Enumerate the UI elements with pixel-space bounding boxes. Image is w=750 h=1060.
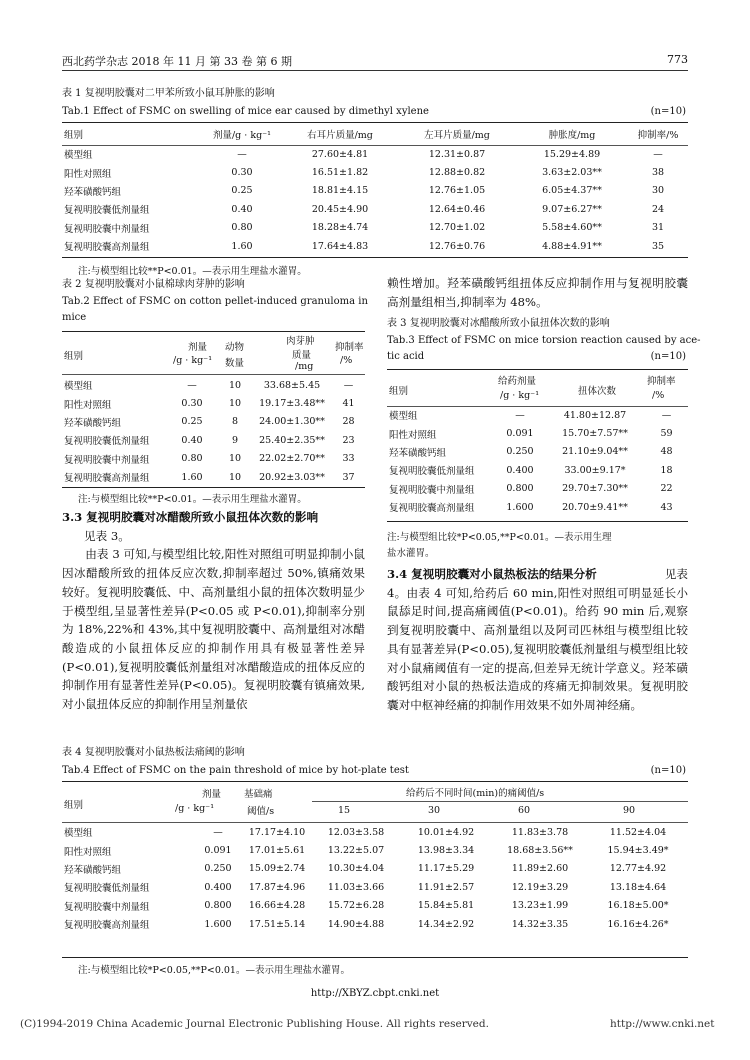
table-cell: 0.250 <box>204 863 232 875</box>
tab4-caption-cn: 表 4 复视明胶囊对小鼠热板法痛阈的影响 <box>62 747 245 758</box>
table-row <box>62 915 688 933</box>
tab3-body <box>387 406 688 516</box>
table-cell: 0.30 <box>181 398 203 410</box>
table-cell: 0.800 <box>506 483 534 495</box>
header-rule <box>62 70 688 71</box>
table-cell: 0.25 <box>231 185 253 197</box>
paragraph: 赖性增加。羟苯磺酸钙组扭体反应抑制作用与复视明胶囊高剂量组相当,抑制率为 48%。 <box>387 276 688 309</box>
tab3-n: (n=10) <box>650 351 686 362</box>
table-cell: 11.52±4.04 <box>609 826 667 838</box>
table-cell: 13.23±1.99 <box>511 900 569 912</box>
table-cell: 0.80 <box>231 222 253 234</box>
table-cell: 1.600 <box>204 918 232 930</box>
table-cell: 复视明胶囊高剂量组 <box>389 503 475 515</box>
table-cell: 19.17±3.48** <box>259 398 325 410</box>
table-header-cell: 90 <box>623 805 636 816</box>
table-cell: 17.17±4.10 <box>248 826 306 838</box>
tab1-table <box>62 125 688 143</box>
table-header-cell: 阈值/s <box>247 806 275 817</box>
section-title: 3.3 复视明胶囊对冰醋酸所致小鼠扭体次数的影响 <box>62 510 319 524</box>
table-cell: 20.70±9.41** <box>562 501 628 513</box>
table-cell: 阳性对照组 <box>389 429 437 441</box>
table-cell: 17.01±5.61 <box>248 845 306 857</box>
table-cell: 羟苯磺酸钙组 <box>389 447 447 459</box>
page-number: 773 <box>667 53 688 66</box>
tab3-note: 注:与模型组比较*P<0.05,**P<0.01。—表示用生理 <box>387 532 612 543</box>
table-header-cell: 扭体次数 <box>578 386 617 397</box>
table-cell: 22 <box>660 483 673 495</box>
table-cell: 14.90±4.88 <box>327 918 385 930</box>
table-cell: 11.89±2.60 <box>511 863 569 875</box>
tab1-n: (n=10) <box>650 106 686 117</box>
table-header-cell: 质量 <box>292 350 312 361</box>
table-cell: 33.00±9.17* <box>564 464 626 476</box>
table-cell: 41 <box>342 398 355 410</box>
table-header-cell: 给药后不同时间(min)的痛阈值/s <box>406 788 545 799</box>
paragraph-continued <box>387 274 688 311</box>
tab1-caption-en: Tab.1 Effect of FSMC on swelling of mice ear caused by dimethyl xylene <box>62 106 429 117</box>
table-cell: 18.68±3.56** <box>507 845 573 857</box>
table-cell: 18.28±4.74 <box>311 222 369 234</box>
table-cell: 12.77±4.92 <box>609 863 667 875</box>
table-cell: 复视明胶囊中剂量组 <box>64 454 150 466</box>
table-header-cell: 抑制率/% <box>637 130 679 142</box>
tab1-body <box>62 145 688 255</box>
table-cell: 10.30±4.04 <box>327 863 385 875</box>
table-cell: 35 <box>651 240 665 252</box>
table-cell: 20.92±3.03** <box>259 471 325 483</box>
table-cell: 9 <box>231 434 239 446</box>
tab3-caption-en-2: tic acid <box>387 351 425 362</box>
table-cell: 复视明胶囊中剂量组 <box>64 223 150 235</box>
tab2-caption-cn: 表 2 复视明胶囊对小鼠棉球肉芽肿的影响 <box>62 279 245 290</box>
table-cell: 21.10±9.04** <box>562 446 628 458</box>
table-cell: 15.70±7.57** <box>562 428 628 440</box>
table-cell: 17.51±5.14 <box>248 918 306 930</box>
table-cell: 33 <box>342 453 355 465</box>
table-cell: 0.400 <box>506 464 534 476</box>
tab3-bottom-rule <box>387 521 688 522</box>
table-row <box>62 468 365 486</box>
section-ref: 见表 <box>664 567 688 581</box>
table-cell: 11.83±3.78 <box>511 826 569 838</box>
table-cell: 复视明胶囊低剂量组 <box>64 883 150 895</box>
table-header-cell: 剂量 <box>202 789 222 800</box>
table-header-cell: 抑制率 <box>647 376 676 387</box>
table-cell: 15.09±2.74 <box>248 863 306 875</box>
table-cell: 6.05±4.37** <box>542 185 602 197</box>
table-row <box>387 443 688 461</box>
table-cell: 4.88±4.91** <box>542 240 602 252</box>
table-row <box>62 394 365 412</box>
section-3-3 <box>62 508 365 714</box>
tab3-note-2: 盐水灌胃。 <box>387 548 435 559</box>
table-cell: 阳性对照组 <box>64 399 112 411</box>
table-cell: 12.76±1.05 <box>428 185 486 197</box>
table-header-cell: 15 <box>338 805 351 816</box>
table-row <box>62 413 365 431</box>
table-row <box>387 461 688 479</box>
table-cell: 复视明胶囊高剂量组 <box>64 242 150 254</box>
table-header-cell: 抑制率 <box>335 342 364 353</box>
table-cell: 14.32±3.35 <box>511 918 569 930</box>
table-cell: 10 <box>228 379 242 391</box>
table-cell: 0.800 <box>204 900 232 912</box>
table-header-cell: /% <box>652 390 665 401</box>
table-cell: 33.68±5.45 <box>263 379 321 391</box>
table-row <box>62 182 688 200</box>
tab3-caption-en: Tab.3 Effect of FSMC on mice torsion reaction caused by ace- <box>387 335 701 346</box>
table-cell: 复视明胶囊中剂量组 <box>389 484 475 496</box>
section-title: 3.4 复视明胶囊对小鼠热板法的结果分析 <box>387 567 597 581</box>
tab2-note: 注:与模型组比较**P<0.01。—表示用生理盐水灌胃。 <box>78 494 307 505</box>
table-header-cell: /g · kg⁻¹ <box>500 390 540 401</box>
table-cell: 复视明胶囊低剂量组 <box>64 436 150 448</box>
table-cell: 13.98±3.34 <box>417 845 475 857</box>
tab4-bottom-rule <box>62 957 688 958</box>
table-header-cell: 60 <box>518 805 531 816</box>
table-cell: 10 <box>228 453 242 465</box>
table-header-cell: 给药剂量 <box>498 376 537 387</box>
footer-url: http://XBYZ.cbpt.cnki.net <box>310 988 440 999</box>
table-header-cell: 动物 <box>225 342 245 353</box>
table-header-cell: 左耳片质量/mg <box>424 130 490 142</box>
table-cell: 0.25 <box>181 416 203 428</box>
table-header-cell: 组别 <box>389 386 409 397</box>
table-row <box>62 200 688 218</box>
table-header-cell: 数量 <box>225 358 245 369</box>
table-cell: 8 <box>231 416 239 428</box>
table-cell: 27.60±4.81 <box>311 148 369 160</box>
table-cell: 10.01±4.92 <box>417 826 475 838</box>
table-cell: 30 <box>651 185 665 197</box>
table-row <box>387 424 688 442</box>
table-cell: 模型组 <box>64 150 93 162</box>
table-cell: 12.64±0.46 <box>428 203 486 215</box>
table-cell: 10 <box>228 398 242 410</box>
tab1-top-rule <box>62 122 688 123</box>
table-cell: 12.03±3.58 <box>327 826 385 838</box>
table-cell: 复视明胶囊低剂量组 <box>389 466 475 478</box>
table-cell: 1.60 <box>181 471 203 483</box>
table-row <box>62 145 688 163</box>
table-cell: 16.16±4.26* <box>607 918 669 930</box>
table-row <box>62 897 688 915</box>
tab2-caption-en: Tab.2 Effect of FSMC on cotton pellet-induced granuloma in <box>62 296 368 307</box>
table-cell: 23 <box>342 434 355 446</box>
table-header-cell: 组别 <box>64 351 84 362</box>
table-header-row <box>62 125 688 143</box>
table-row <box>62 163 688 181</box>
table-cell: — <box>187 379 197 391</box>
tab2-body <box>62 376 365 486</box>
table-cell: 29.70±7.30** <box>562 483 628 495</box>
table-cell: 0.400 <box>204 881 232 893</box>
table-cell: 20.45±4.90 <box>311 203 369 215</box>
table-row <box>62 860 688 878</box>
table-cell: 37 <box>342 471 355 483</box>
table-cell: 11.03±3.66 <box>327 881 385 893</box>
table-cell: 羟苯磺酸钙组 <box>64 864 122 876</box>
table-header-cell: 剂量 <box>188 342 208 353</box>
table-cell: — <box>237 148 247 160</box>
table-cell: 43 <box>660 501 673 513</box>
table-header-cell: /g · kg⁻¹ <box>175 803 215 814</box>
cnki-link[interactable]: http://www.cnki.net <box>610 1018 715 1030</box>
table-cell: 24 <box>651 203 665 215</box>
section-3-4 <box>387 565 688 715</box>
table-cell: 25.40±2.35** <box>259 434 325 446</box>
table-cell: 15.84±5.81 <box>417 900 475 912</box>
paragraph: 由表 3 可知,与模型组比较,阳性对照组可明显抑制小鼠因冰醋酸所致的扭体反应次数,抑制率超过 50%,镇痛效果较好。复视明胶囊低、中、高剂量组小鼠的扭体次数明显少于模型组,呈显著性差异(P<0.05 或 P<0.01),抑制率分别为 18%,22%和 43%,其中复视明胶囊中、高剂量组对冰醋酸造成的小鼠扭体反应的抑制作用具有极显著性差异(P<0.01),复视明胶囊低剂量组对冰醋酸造成的扭体反应的抑制作用有显著性差异(P<0.05)。复视明胶囊有镇痛效果,对小鼠扭体反应的抑制作用呈剂量依 <box>62 547 365 712</box>
table-row <box>387 498 688 516</box>
table-cell: 羟苯磺酸钙组 <box>64 186 122 198</box>
table-cell: — <box>515 409 525 421</box>
table-cell: 12.31±0.87 <box>428 148 486 160</box>
paragraph: 4。由表 4 可知,给药后 60 min,阳性对照组可明显延长小鼠舔足时间,提高痛阈值(P<0.01)。给药 90 min 后,观察到复视明胶囊中、高剂量组以及阿司匹林组与模型组比较具有显著差异(P<0.05),复视明胶囊低剂量组与模型组比较对小鼠痛阈值有一定的提高,但差异无统计学意义。羟苯磺酸钙组对小鼠的热板法造成的疼痛无抑制效果。复视明胶囊对中枢神经痛的抑制作用效果不如外周神经痛。 <box>387 585 688 712</box>
table-row <box>62 376 365 394</box>
tab4-body <box>62 823 688 933</box>
table-header-cell: /% <box>340 355 353 366</box>
table-header-cell: 剂量/g · kg⁻¹ <box>212 130 271 142</box>
table-cell: 复视明胶囊高剂量组 <box>64 920 150 932</box>
table-cell: 13.18±4.64 <box>609 881 667 893</box>
tab4-note: 注:与模型组比较*P<0.05,**P<0.01。—表示用生理盐水灌胃。 <box>78 965 350 976</box>
table-header-cell: 组别 <box>64 800 84 811</box>
table-cell: 12.70±1.02 <box>428 222 486 234</box>
table-cell: 1.600 <box>506 501 534 513</box>
tab3-caption-cn: 表 3 复视明胶囊对冰醋酸所致小鼠扭体次数的影响 <box>387 318 610 329</box>
table-cell: 阳性对照组 <box>64 846 112 858</box>
table-cell: 17.87±4.96 <box>248 881 306 893</box>
table-cell: 31 <box>651 222 665 234</box>
tab2-bottom-rule <box>62 487 365 488</box>
table-cell: 0.40 <box>231 203 253 215</box>
table-cell: 模型组 <box>389 411 418 423</box>
tab1-bottom-rule <box>62 257 688 258</box>
table-cell: 9.07±6.27** <box>542 203 602 215</box>
table-row <box>62 823 688 841</box>
table-header-cell: 右耳片质量/mg <box>307 130 373 142</box>
table-cell: 17.64±4.83 <box>311 240 369 252</box>
copyright: (C)1994-2019 China Academic Journal Electronic Publishing House. All rights reserved. <box>20 1018 489 1030</box>
table-cell: 28 <box>342 416 355 428</box>
table-cell: 12.76±0.76 <box>428 240 486 252</box>
table-cell: 复视明胶囊中剂量组 <box>64 901 150 913</box>
table-cell: — <box>213 826 223 838</box>
table-row <box>62 450 365 468</box>
table-cell: — <box>343 379 354 391</box>
table-header-cell: 组别 <box>64 130 84 142</box>
table-cell: 22.02±2.70** <box>259 453 325 465</box>
tab2-mid-rule <box>62 374 365 375</box>
table-cell: 38 <box>651 167 665 179</box>
table-cell: 18 <box>660 464 673 476</box>
tab4-header <box>62 781 688 823</box>
table-cell: — <box>653 148 663 160</box>
table-cell: 15.29±4.89 <box>543 148 601 160</box>
table-cell: 15.94±3.49* <box>607 845 669 857</box>
table-row <box>62 841 688 859</box>
table-cell: 复视明胶囊高剂量组 <box>64 473 150 485</box>
table-cell: 羟苯磺酸钙组 <box>64 417 122 429</box>
table-cell: 13.22±5.07 <box>327 845 385 857</box>
table-cell: — <box>661 409 672 421</box>
table-cell: 18.81±4.15 <box>311 185 369 197</box>
journal-info: 西北药学杂志 2018 年 11 月 第 33 卷 第 6 期 <box>62 55 292 68</box>
table-row <box>62 237 688 255</box>
table-cell: 59 <box>660 428 673 440</box>
table-cell: 0.091 <box>506 428 534 440</box>
table-header-cell: /g · kg⁻¹ <box>173 355 213 366</box>
tab2-header <box>62 331 365 374</box>
table-header-cell: /mg <box>295 361 314 372</box>
table-cell: 0.30 <box>231 167 253 179</box>
tab4-n: (n=10) <box>650 765 686 776</box>
table-cell: 48 <box>660 446 673 458</box>
tab1-caption-cn: 表 1 复视明胶囊对二甲苯所致小鼠耳肿胀的影响 <box>62 88 275 99</box>
table-cell: 12.88±0.82 <box>428 167 486 179</box>
table-cell: 3.63±2.03** <box>542 167 602 179</box>
table-cell: 12.19±3.29 <box>511 881 569 893</box>
tab1-note: 注:与模型组比较**P<0.01。—表示用生理盐水灌胃。 <box>78 266 307 277</box>
tab4-span-rule <box>312 801 688 802</box>
table-cell: 11.91±2.57 <box>417 881 475 893</box>
table-cell: 41.80±12.87 <box>563 409 627 421</box>
table-cell: 5.58±4.60** <box>542 222 602 234</box>
table-row <box>387 406 688 424</box>
table-cell: 16.66±4.28 <box>248 900 306 912</box>
table-cell: 10 <box>228 471 242 483</box>
table-cell: 模型组 <box>64 828 93 840</box>
table-cell: 0.250 <box>506 446 534 458</box>
table-header-cell: 肉芽肿 <box>286 336 315 347</box>
table-cell: 模型组 <box>64 381 93 393</box>
table-cell: 16.51±1.82 <box>311 167 369 179</box>
table-cell: 阳性对照组 <box>64 168 112 180</box>
tab2-caption-en-2: mice <box>62 312 87 323</box>
table-cell: 0.80 <box>181 453 203 465</box>
table-cell: 24.00±1.30** <box>259 416 325 428</box>
table-cell: 11.17±5.29 <box>417 863 475 875</box>
table-cell: 复视明胶囊低剂量组 <box>64 205 150 217</box>
table-row <box>62 878 688 896</box>
table-header-cell: 基础痛 <box>244 789 273 800</box>
table-cell: 16.18±5.00* <box>607 900 669 912</box>
tab3-header <box>387 369 688 406</box>
table-row <box>62 431 365 449</box>
table-cell: 0.091 <box>204 845 232 857</box>
running-header <box>62 53 688 69</box>
table-header-cell: 30 <box>428 805 441 816</box>
table-cell: 14.34±2.92 <box>417 918 475 930</box>
table-cell: 0.40 <box>181 434 203 446</box>
section-subtitle: 见表 3。 <box>84 528 130 543</box>
table-cell: 15.72±6.28 <box>327 900 385 912</box>
table-cell: 1.60 <box>231 240 253 252</box>
table-row <box>62 219 688 237</box>
tab4-caption-en: Tab.4 Effect of FSMC on the pain threshold of mice by hot-plate test <box>62 765 409 776</box>
table-header-cell: 肿胀度/mg <box>548 130 596 142</box>
table-row <box>387 480 688 498</box>
